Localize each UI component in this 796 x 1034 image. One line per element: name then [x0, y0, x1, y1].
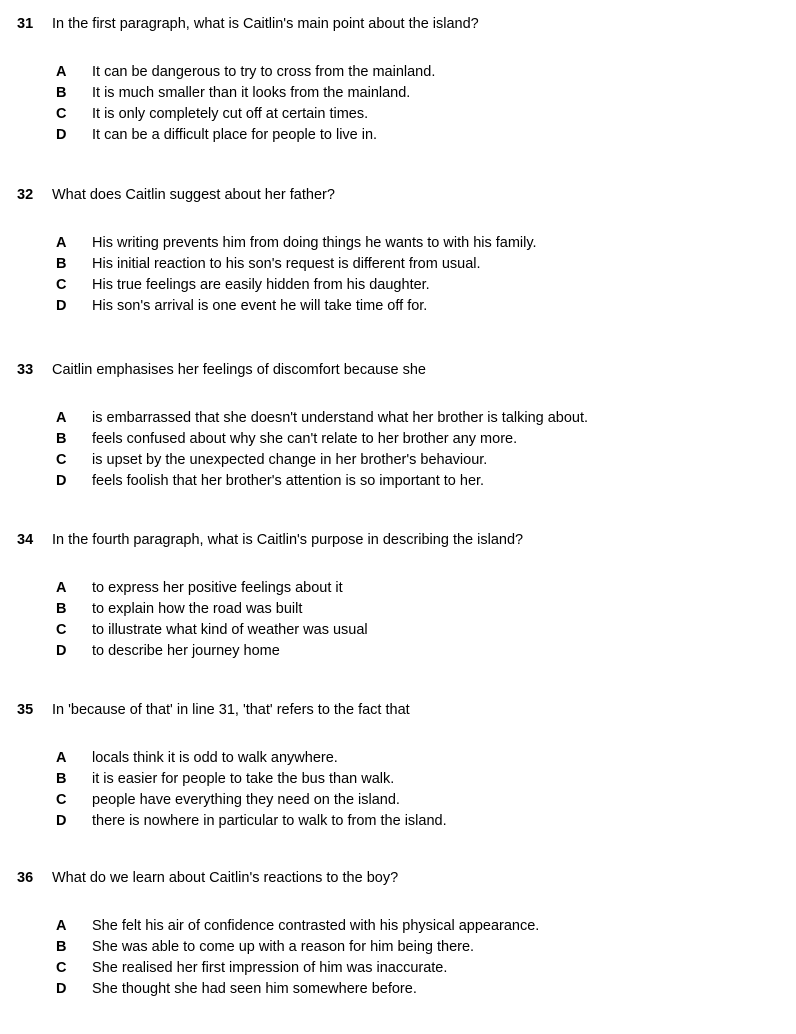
question-stem: In 'because of that' in line 31, 'that' refers to the fact that — [52, 702, 410, 718]
option-letter: B — [56, 256, 67, 272]
question-stem: In the first paragraph, what is Caitlin's main point about the island? — [52, 16, 479, 32]
option-row-d[interactable] — [0, 641, 796, 662]
option-row-b[interactable] — [0, 599, 796, 620]
option-letter: B — [56, 939, 67, 955]
question-number: 35 — [17, 702, 34, 718]
option-text: It can be a difficult place for people to live in. — [92, 127, 378, 143]
question-stem: Caitlin emphasises her feelings of discomfort because she — [52, 362, 426, 378]
option-text: to illustrate what kind of weather was usual — [92, 622, 368, 638]
question-block-32 — [0, 185, 796, 314]
question-block-31 — [0, 14, 796, 143]
option-letter: C — [56, 792, 67, 808]
option-letter: A — [56, 580, 67, 596]
option-row-b[interactable] — [0, 429, 796, 450]
question-stem: What does Caitlin suggest about her father? — [52, 187, 335, 203]
question-stem-row — [0, 360, 796, 381]
option-letter: A — [56, 918, 67, 934]
options-list — [0, 408, 796, 492]
option-text: feels confused about why she can't relate to her brother any more. — [92, 431, 518, 447]
options-list — [0, 916, 796, 1000]
option-row-b[interactable] — [0, 83, 796, 104]
question-number: 32 — [17, 187, 34, 203]
option-letter: D — [56, 127, 67, 143]
question-number: 31 — [17, 16, 34, 32]
option-letter: B — [56, 601, 67, 617]
question-stem-row — [0, 700, 796, 721]
option-text: there is nowhere in particular to walk to from the island. — [92, 813, 447, 829]
option-row-d[interactable] — [0, 296, 796, 317]
question-stem-row — [0, 185, 796, 206]
option-letter: D — [56, 298, 67, 314]
option-row-a[interactable] — [0, 233, 796, 254]
question-stem-row — [0, 530, 796, 551]
option-letter: D — [56, 981, 67, 997]
option-text: is embarrassed that she doesn't understand what her brother is talking about. — [92, 410, 589, 426]
option-text: She realised her first impression of him was inaccurate. — [92, 960, 448, 976]
option-row-c[interactable] — [0, 620, 796, 641]
option-row-c[interactable] — [0, 104, 796, 125]
option-row-d[interactable] — [0, 811, 796, 832]
option-row-c[interactable] — [0, 450, 796, 471]
option-row-b[interactable] — [0, 254, 796, 275]
question-stem: In the fourth paragraph, what is Caitlin's purpose in describing the island? — [52, 532, 524, 548]
question-stem: What do we learn about Caitlin's reactions to the boy? — [52, 870, 399, 886]
option-text: It is much smaller than it looks from the mainland. — [92, 85, 411, 101]
option-text: She thought she had seen him somewhere before. — [92, 981, 417, 997]
option-text: His initial reaction to his son's request is different from usual. — [92, 256, 481, 272]
option-letter: A — [56, 235, 67, 251]
option-row-d[interactable] — [0, 125, 796, 146]
question-number: 33 — [17, 362, 34, 378]
option-letter: C — [56, 960, 67, 976]
option-letter: C — [56, 277, 67, 293]
option-text: feels foolish that her brother's attention is so important to her. — [92, 473, 485, 489]
option-row-a[interactable] — [0, 62, 796, 83]
option-text: She was able to come up with a reason for him being there. — [92, 939, 475, 955]
option-row-d[interactable] — [0, 471, 796, 492]
option-text: it is easier for people to take the bus than walk. — [92, 771, 395, 787]
question-number: 34 — [17, 532, 34, 548]
option-letter: C — [56, 452, 67, 468]
option-letter: A — [56, 410, 67, 426]
question-block-34 — [0, 530, 796, 659]
option-row-a[interactable] — [0, 748, 796, 769]
option-row-b[interactable] — [0, 769, 796, 790]
option-text: It is only completely cut off at certain times. — [92, 106, 369, 122]
question-stem-row — [0, 14, 796, 35]
options-list — [0, 62, 796, 146]
option-text: to explain how the road was built — [92, 601, 303, 617]
options-list — [0, 233, 796, 317]
option-text: It can be dangerous to try to cross from the mainland. — [92, 64, 436, 80]
option-text: locals think it is odd to walk anywhere. — [92, 750, 338, 766]
option-letter: D — [56, 473, 67, 489]
question-block-36 — [0, 868, 796, 997]
option-row-c[interactable] — [0, 275, 796, 296]
option-letter: D — [56, 813, 67, 829]
option-letter: D — [56, 643, 67, 659]
option-letter: C — [56, 106, 67, 122]
option-text: His true feelings are easily hidden from his daughter. — [92, 277, 430, 293]
question-block-33 — [0, 360, 796, 489]
options-list — [0, 748, 796, 832]
option-row-c[interactable] — [0, 790, 796, 811]
option-row-d[interactable] — [0, 979, 796, 1000]
option-letter: C — [56, 622, 67, 638]
question-number: 36 — [17, 870, 34, 886]
option-row-a[interactable] — [0, 408, 796, 429]
option-letter: B — [56, 771, 67, 787]
option-row-b[interactable] — [0, 937, 796, 958]
option-letter: B — [56, 431, 67, 447]
option-text: She felt his air of confidence contrasted with his physical appearance. — [92, 918, 540, 934]
question-stem-row — [0, 868, 796, 889]
option-text: His writing prevents him from doing things he wants to with his family. — [92, 235, 537, 251]
options-list — [0, 578, 796, 662]
option-row-c[interactable] — [0, 958, 796, 979]
option-text: to describe her journey home — [92, 643, 280, 659]
option-row-a[interactable] — [0, 578, 796, 599]
option-letter: A — [56, 64, 67, 80]
option-text: people have everything they need on the island. — [92, 792, 400, 808]
option-letter: B — [56, 85, 67, 101]
option-text: to express her positive feelings about it — [92, 580, 343, 596]
option-text: is upset by the unexpected change in her brother's behaviour. — [92, 452, 488, 468]
option-letter: A — [56, 750, 67, 766]
option-row-a[interactable] — [0, 916, 796, 937]
question-block-35 — [0, 700, 796, 829]
option-text: His son's arrival is one event he will take time off for. — [92, 298, 428, 314]
